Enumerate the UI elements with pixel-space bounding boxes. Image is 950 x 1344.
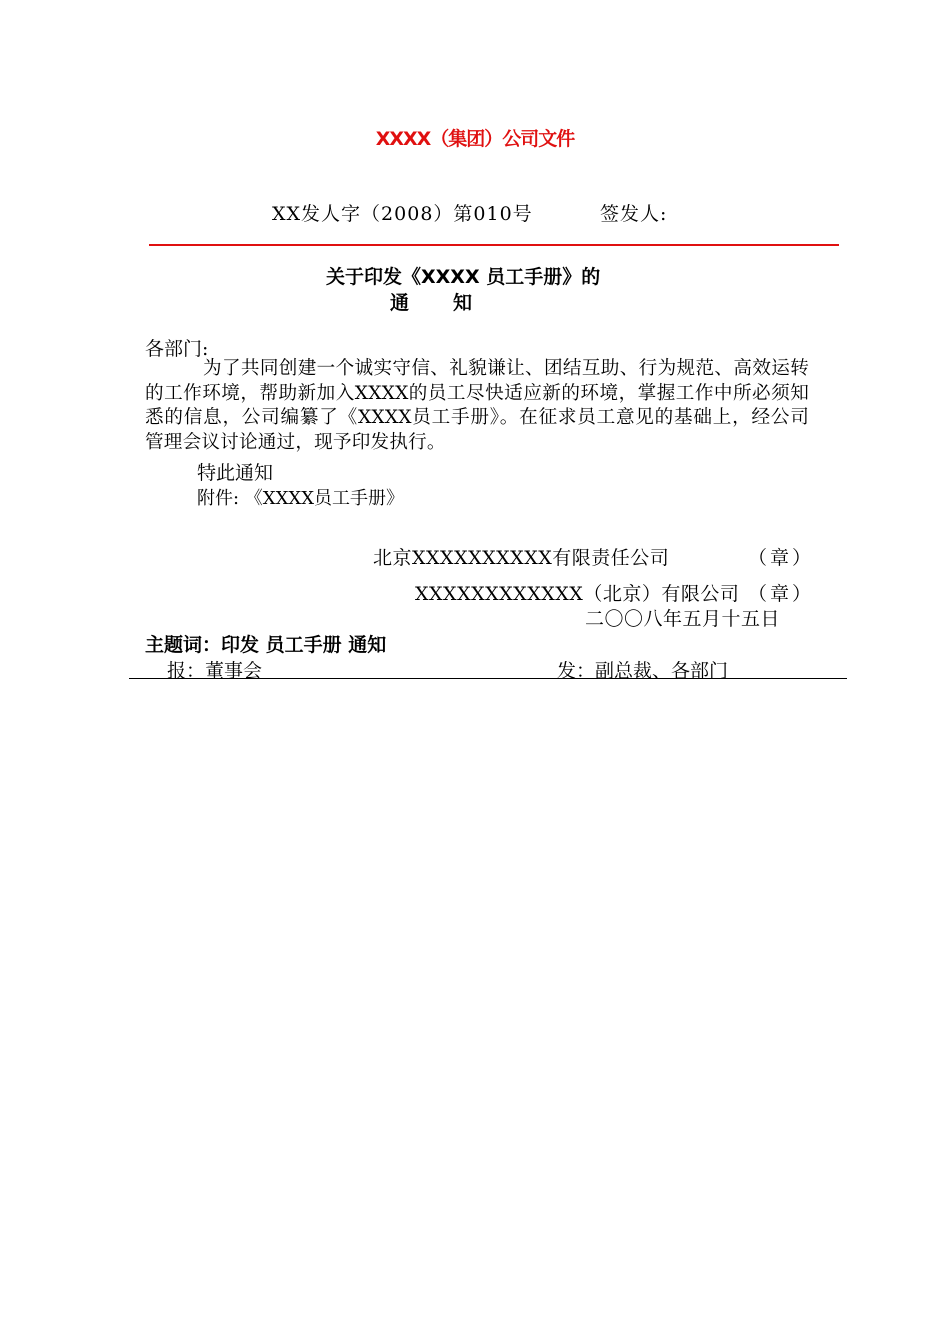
document-header-title: XXXX（集团）公司文件	[375, 128, 575, 150]
notice-title-char-2: 知	[453, 292, 473, 314]
footer-divider	[129, 678, 847, 679]
notice-title-char-1: 通	[390, 292, 410, 314]
body-paragraph: 为了共同创建一个诚实守信、礼貌谦让、团结互助、行为规范、高效运转的工作环境，帮助新加入XXXX的员工尽快适应新的环境，掌握工作中所必须知悉的信息，公司编纂了《XXXX员工手册》。在征求员工意见的基础上，经公司管理会议讨论通过，现予印发执行。	[145, 358, 809, 453]
send-to: 发：副总裁、各部门	[557, 660, 729, 682]
document-number: XX发人字（2008）第010号	[272, 203, 533, 225]
salutation: 各部门:	[145, 338, 209, 360]
header-red-divider	[149, 244, 839, 246]
report-to: 报：董事会	[167, 660, 263, 682]
seal-mark-2: （章）	[748, 583, 815, 605]
signer-label: 签发人:	[600, 203, 668, 225]
notice-title-line1: 关于印发《XXXX 员工手册》的	[326, 266, 601, 288]
subject-keywords: 主题词：印发 员工手册 通知	[145, 634, 387, 656]
attachment-line: 附件: 《XXXX员工手册》	[197, 488, 405, 509]
issuing-company-1: 北京XXXXXXXXXX有限责任公司	[373, 547, 670, 569]
seal-mark-1: （章）	[748, 547, 815, 569]
special-notice: 特此通知	[197, 462, 274, 484]
issue-date: 二〇〇八年五月十五日	[585, 608, 781, 630]
notice-title-line2	[390, 288, 472, 315]
issuing-company-2: XXXXXXXXXXXX（北京）有限公司	[415, 583, 740, 605]
